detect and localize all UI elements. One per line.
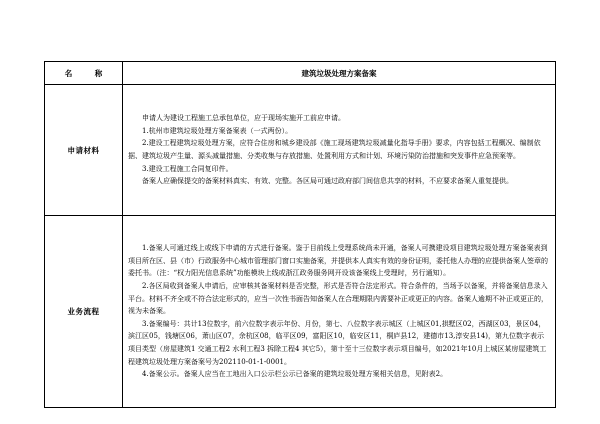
process-label: 业务流程	[45, 216, 123, 408]
materials-content	[123, 85, 556, 216]
materials-row	[45, 85, 556, 216]
process-paragraph: 4.备案公示。备案人应当在工地出入口公示栏公示已备案的建筑垃圾处理方案相关信息，见附表2。	[142, 370, 448, 379]
process-paragraph: 3.备案编号：共计13位数字，前六位数字表示年份、月份，第七、八位数字表示城区（上城区01,拱墅区02，西湖区03，景区04，滨江区05，钱塘区06，萧山区07，余杭区08，临平区09，富阳区10，临安区11，桐庐县12，建德市13,淳安县14)，第九位数字表示项目类型（房屋建筑1 交通工程2 水利工程3 拆除工程4 其它5），第十至十三位数字表示项目编号，如2021年10月上城区某房屋建筑工程建筑垃圾处理方案备案号为202110-01-1-0001。	[128, 319, 547, 366]
process-content	[123, 216, 556, 408]
materials-paragraph: 1.杭州市建筑垃圾处理方案备案表（一式两份）。	[142, 126, 293, 135]
filing-table	[44, 61, 556, 408]
table-header-row	[45, 62, 556, 85]
materials-paragraph: 3.建设工程施工合同复印件。	[142, 164, 233, 173]
materials-paragraph: 申请人为建设工程施工总承包单位，应于现场实施开工前应申请。	[142, 114, 345, 123]
materials-label: 申请材料	[45, 85, 123, 216]
materials-paragraph: 2.建设工程建筑垃圾处理方案，应符合住房和城乡建设部《施工现场建筑垃圾减量化指导手册》要求，内容包括工程概况、编制依据、建筑垃圾产生量、源头减量措施、分类收集与存放措施、处置利用方式和计划、环境污染防治措施和突发事件应急预案等。	[128, 139, 541, 160]
materials-paragraph: 备案人应确保提交的备案材料真实、有效、完整。各区局可通过政府部门间信息共享的材料，不应要求备案人重复提供。	[142, 177, 513, 186]
name-label: 名 称	[45, 62, 123, 85]
process-row	[45, 216, 556, 408]
process-paragraph: 1.备案人可通过线上或线下申请的方式进行备案。鉴于目前线上受理系统尚未开通，备案人可携建设项目建筑垃圾处理方案备案表到项目所在区、县（市）行政服务中心城市管理部门窗口实施备案，并提供本人真实有效的身份证明，委托他人办理的应提供备案人签章的委托书。（注：“权力阳光信息系统”功能模块上线或浙江政务服务网开设该备案线上受理时，另行通知）。	[128, 244, 548, 278]
process-paragraph: 2.各区局收到备案人申请后，应审核其备案材料是否完整，形式是否符合法定形式。符合条件的，当场予以备案，并将备案信息录入平台。材料不齐全或不符合法定形式的，应当一次性书面告知备案人在合理期限内需要补正或更正的内容。备案人逾期不补正或更正的，视为未备案。	[128, 282, 548, 316]
item-title: 建筑垃圾处理方案备案	[123, 62, 556, 85]
